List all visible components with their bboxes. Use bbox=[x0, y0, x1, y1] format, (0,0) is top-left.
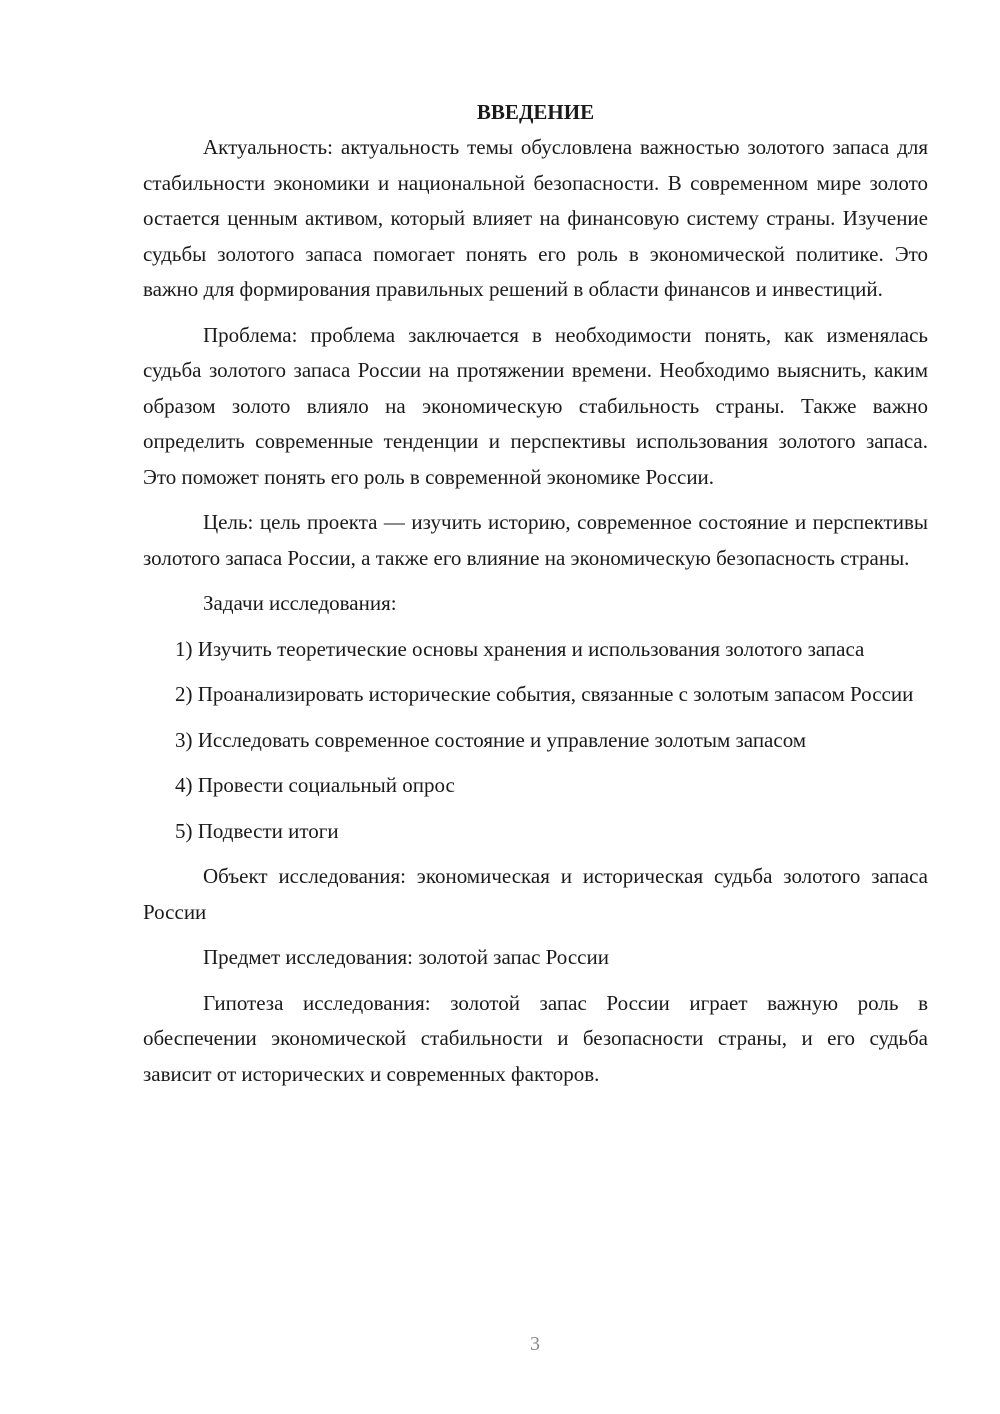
task-item-1: 1) Изучить теоретические основы хранения и использования золотого запаса bbox=[175, 636, 865, 661]
relevance-paragraph: Актуальность: актуальность темы обусловлена важностью золотого запаса для стабильности экономики и национальной безопасности. В современном мире золото остается ценным активом, который влияет на финансовую систему страны. Изучение судьбы золотого запаса помогает понять его роль в экономической политике. Это важно для формирования правильных решений в области финансов и инвестиций. bbox=[143, 135, 928, 301]
task-item-4: 4) Провести социальный опрос bbox=[175, 773, 455, 797]
tasks-heading: Задачи исследования: bbox=[203, 591, 397, 615]
task-item-5: 5) Подвести итоги bbox=[175, 818, 339, 843]
page-title: ВВЕДЕНИЕ bbox=[476, 100, 595, 124]
problem-paragraph: Проблема: проблема заключается в необходимости понять, как изменялась судьба золотого запаса России на протяжении времени. Необходимо выяснить, каким образом золото влияло на экономическую стабильность страны. Также важно определить современные тенденции и перспективы использования золотого запаса. Это поможет понять его роль в современной экономике России. bbox=[143, 322, 928, 489]
page-number: 3 bbox=[530, 1333, 540, 1355]
task-item-2: 2) Проанализировать исторические события, связанные с золотым запасом России bbox=[175, 682, 914, 706]
task-item-3: 3) Исследовать современное состояние и управление золотым запасом bbox=[175, 727, 807, 752]
subject-paragraph: Предмет исследования: золотой запас России bbox=[203, 945, 609, 969]
page-content bbox=[143, 95, 928, 1102]
goal-paragraph: Цель: цель проекта — изучить историю, современное состояние и перспективы золотого запаса России, а также его влияние на экономическую безопасность страны. bbox=[143, 510, 928, 570]
hypothesis-paragraph: Гипотеза исследования: золотой запас России играет важную роль в обеспечении экономической стабильности и безопасности страны, и его судьба зависит от исторических и современных факторов. bbox=[143, 990, 928, 1086]
object-paragraph: Объект исследования: экономическая и историческая судьба золотого запаса России bbox=[143, 864, 928, 924]
